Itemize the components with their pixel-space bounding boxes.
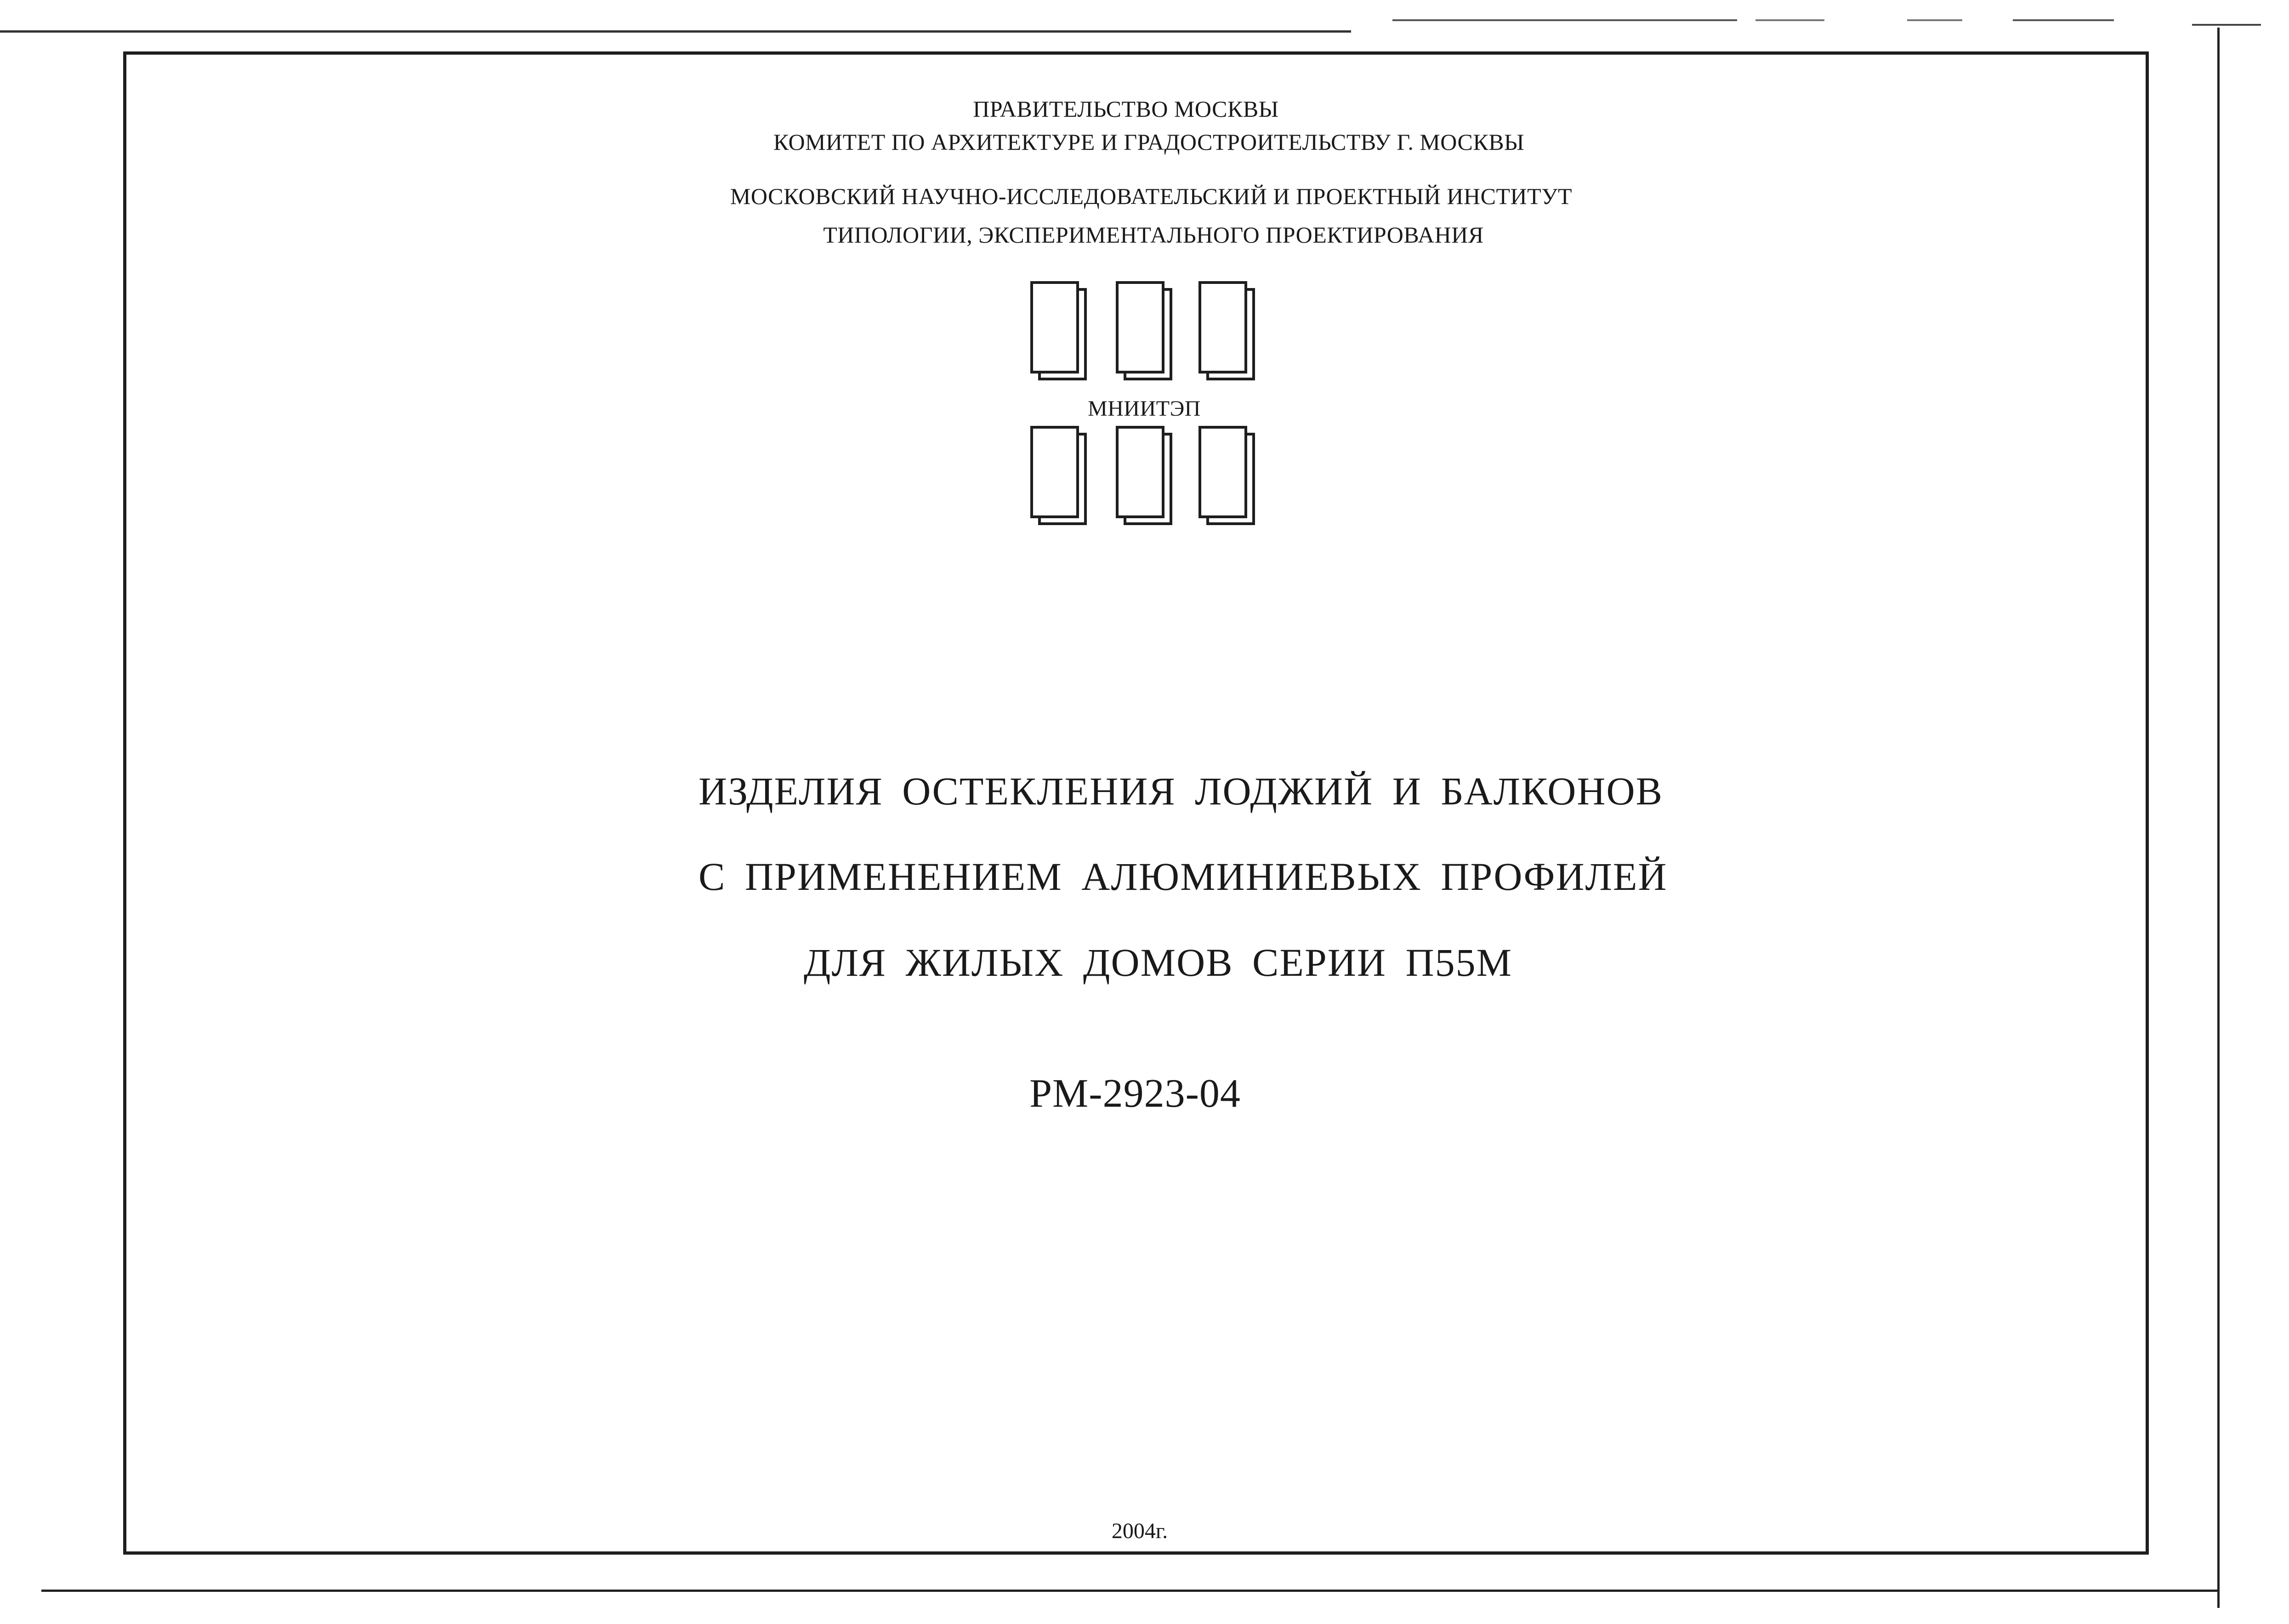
document-year: 2004г. <box>1111 1519 1168 1543</box>
title-line-3: ДЛЯ ЖИЛЫХ ДОМОВ СЕРИИ П55М <box>803 940 1513 985</box>
title-line-2: С ПРИМЕНЕНИЕМ АЛЮМИНИЕВЫХ ПРОФИЛЕЙ <box>699 854 1668 899</box>
header-institute-typology: ТИПОЛОГИИ, ЭКСПЕРИМЕНТАЛЬНОГО ПРОЕКТИРОВАНИЯ <box>823 222 1484 248</box>
header-institute: МОСКОВСКИЙ НАУЧНО-ИССЛЕДОВАТЕЛЬСКИЙ И ПРОЕКТНЫЙ ИНСТИТУТ <box>730 183 1573 209</box>
title-line-1: ИЗДЕЛИЯ ОСТЕКЛЕНИЯ ЛОДЖИЙ И БАЛКОНОВ <box>699 769 1663 813</box>
logo-abbreviation: МНИИТЭП <box>1088 396 1201 421</box>
document-code: РМ-2923-04 <box>1029 1071 1241 1116</box>
header-committee: КОМИТЕТ ПО АРХИТЕКТУРЕ И ГРАДОСТРОИТЕЛЬСТВУ Г. МОСКВЫ <box>773 129 1525 155</box>
header-government: ПРАВИТЕЛЬСТВО МОСКВЫ <box>973 96 1279 122</box>
